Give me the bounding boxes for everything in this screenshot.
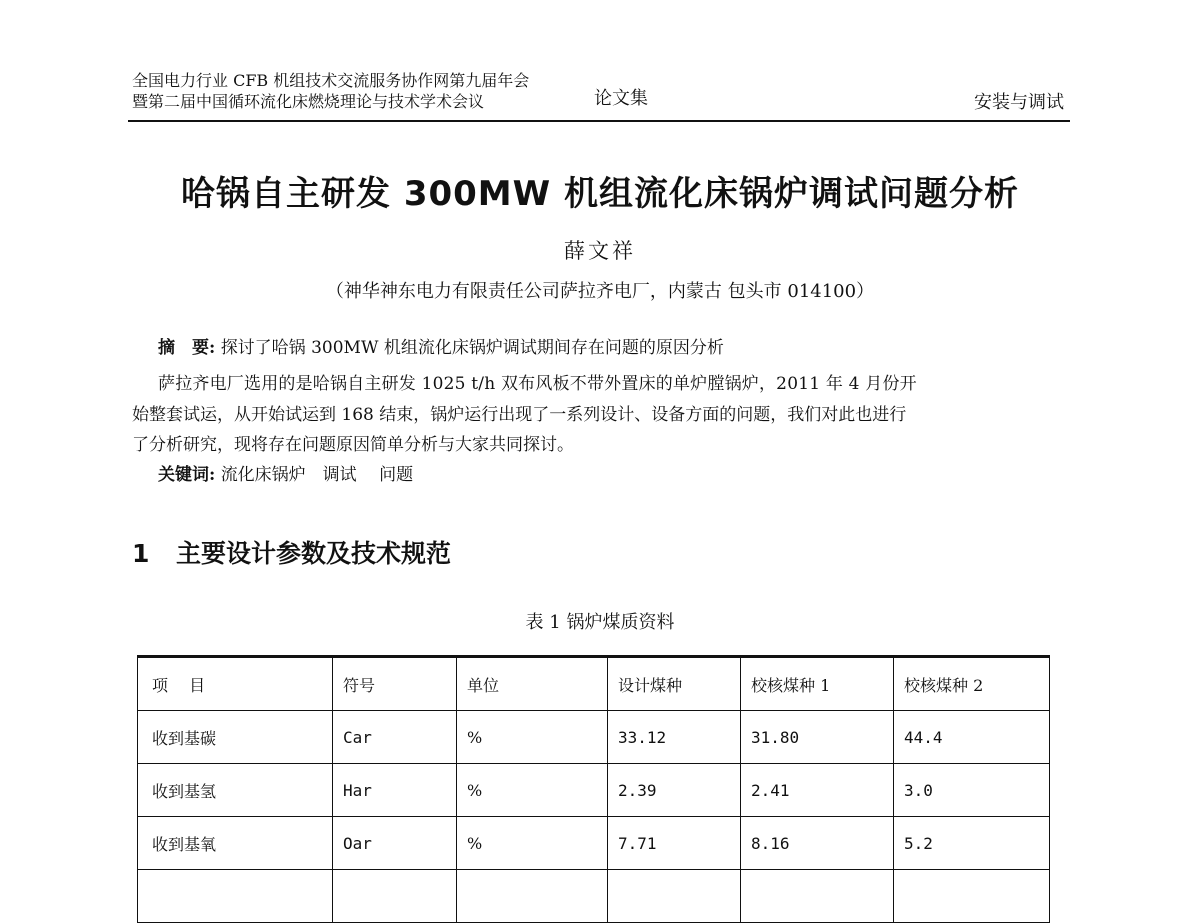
- table-cell: 5.2: [894, 817, 1050, 870]
- table-cell: %: [457, 817, 608, 870]
- table-header-cell: 校核煤种 2: [894, 657, 1050, 711]
- table-cell: 收到基氢: [138, 764, 333, 817]
- table-cell: [894, 870, 1050, 923]
- table-cell: [608, 870, 741, 923]
- table-cell: 33.12: [608, 711, 741, 764]
- paper-title: 哈锅自主研发 300MW 机组流化床锅炉调试问题分析: [181, 174, 1019, 214]
- table-cell: 2.39: [608, 764, 741, 817]
- table-cell: %: [457, 764, 608, 817]
- table-header-row: [138, 657, 1050, 711]
- table-header-cell: 校核煤种 1: [741, 657, 894, 711]
- table-cell: 44.4: [894, 711, 1050, 764]
- table-row: [138, 764, 1050, 817]
- table-cell: 2.41: [741, 764, 894, 817]
- section-heading: [132, 534, 451, 570]
- table-row: [138, 817, 1050, 870]
- conference-line-2: 暨第二届中国循环流化床燃烧理论与技术学术会议: [132, 92, 485, 111]
- abstract-text: 探讨了哈锅 300MW 机组流化床锅炉调试期间存在问题的原因分析: [220, 338, 724, 358]
- running-header-proceedings: 论文集: [594, 88, 648, 109]
- table-cell: 3.0: [894, 764, 1050, 817]
- paper-affiliation: （神华神东电力有限责任公司萨拉齐电厂，内蒙古 包头市 014100）: [325, 281, 875, 302]
- running-header-conference: [132, 70, 529, 112]
- table-header-cell: 项 目: [138, 657, 333, 711]
- table-cell: 8.16: [741, 817, 894, 870]
- keywords-label: 关键词:: [158, 465, 216, 485]
- table-cell: Car: [333, 711, 457, 764]
- abstract-paragraph-line-1: 萨拉齐电厂选用的是哈锅自主研发 1025 t/h 双布风板不带外置床的单炉膛锅炉，2011 年 4 月份开: [158, 374, 917, 394]
- table-cell: 7.71: [608, 817, 741, 870]
- running-header-section: 安装与调试: [974, 92, 1064, 113]
- table-header-cell: 符号: [333, 657, 457, 711]
- conference-line-1: 全国电力行业 CFB 机组技术交流服务协作网第九届年会: [132, 71, 530, 90]
- coal-quality-table: [137, 655, 1050, 923]
- table-cell: 31.80: [741, 711, 894, 764]
- section-title: 主要设计参数及技术规范: [176, 539, 452, 568]
- table-cell: 收到基碳: [138, 711, 333, 764]
- table-row: [138, 870, 1050, 923]
- table-header-cell: 单位: [457, 657, 608, 711]
- table-cell: %: [457, 711, 608, 764]
- abstract-paragraph-line-2: 始整套试运，从开始试运到 168 结束，锅炉运行出现了一系列设计、设备方面的问题，我们对此也进行: [132, 405, 907, 425]
- keywords-text: 流化床锅炉 调试 问题: [220, 465, 414, 485]
- table-cell: [457, 870, 608, 923]
- table-row: [138, 711, 1050, 764]
- table-cell: [333, 870, 457, 923]
- table-cell: Oar: [333, 817, 457, 870]
- table-cell: [138, 870, 333, 923]
- paper-author: 薛文祥: [564, 239, 636, 263]
- table-caption: 表 1 锅炉煤质资料: [525, 612, 675, 633]
- abstract-label: 摘 要:: [158, 338, 216, 358]
- keywords: [158, 460, 413, 485]
- abstract: [158, 333, 724, 358]
- table-cell: Har: [333, 764, 457, 817]
- header-rule: [128, 120, 1070, 122]
- table-cell: 收到基氧: [138, 817, 333, 870]
- table-header-cell: 设计煤种: [608, 657, 741, 711]
- section-number: 1: [132, 539, 150, 568]
- abstract-paragraph-line-3: 了分析研究，现将存在问题原因简单分析与大家共同探讨。: [132, 435, 574, 455]
- table-cell: [741, 870, 894, 923]
